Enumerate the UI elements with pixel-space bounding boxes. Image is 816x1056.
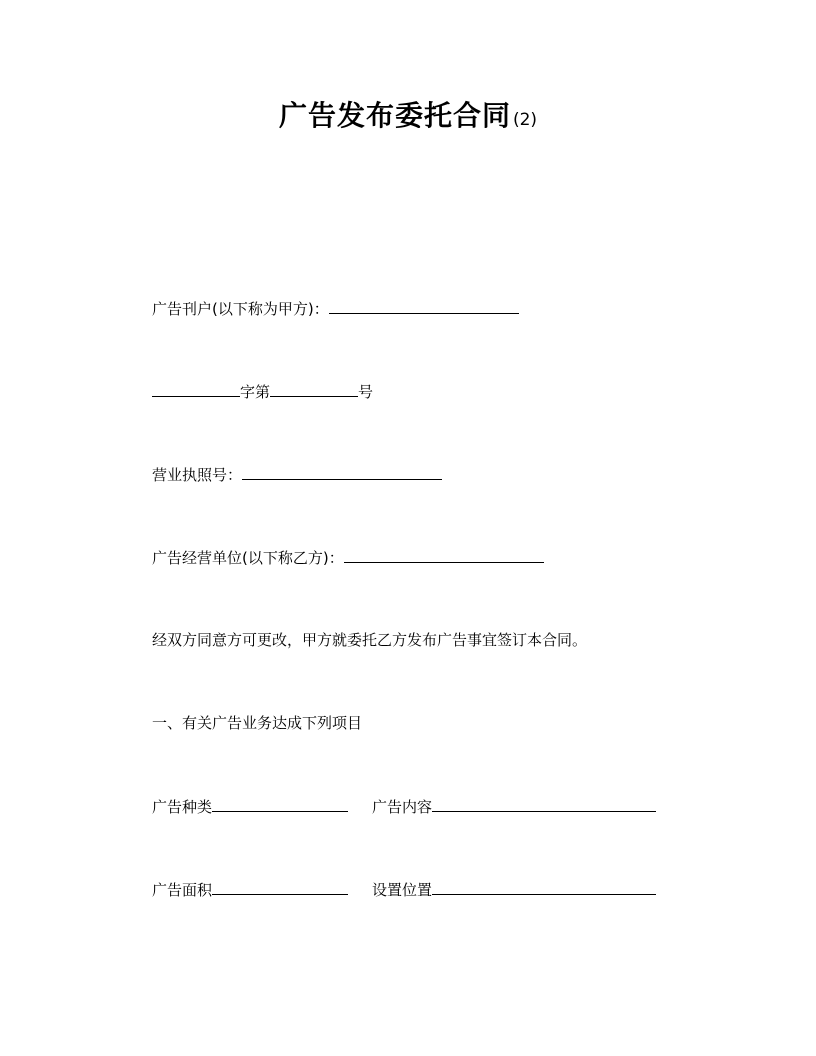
ad-content-label: 广告内容 [372, 798, 433, 816]
ad-content-blank [432, 794, 656, 812]
operator-line [152, 545, 544, 570]
placement-blank [432, 877, 656, 895]
operator-blank [344, 545, 544, 563]
reference-number-blank [270, 379, 358, 397]
number-label: 号 [358, 383, 374, 401]
document-title [0, 96, 816, 140]
ad-area-blank [212, 877, 348, 895]
license-blank [242, 462, 442, 480]
ad-area-placement-line [152, 877, 656, 902]
section-one-heading-text: 一、有关广告业务达成下列项目 [152, 714, 363, 732]
advertiser-line [152, 296, 519, 321]
advertiser-label: 广告刊户(以下称为甲方)： [152, 300, 329, 318]
agreement-text: 经双方同意方可更改，甲方就委托乙方发布广告事宜签订本合同。 [152, 631, 588, 649]
license-line [152, 462, 442, 487]
license-label: 营业执照号： [152, 466, 243, 484]
operator-label: 广告经营单位(以下称乙方)： [152, 549, 344, 567]
reference-number-line [152, 379, 373, 404]
title-main: 广告发布委托合同 [278, 99, 511, 132]
agreement-paragraph [152, 628, 587, 652]
ad-type-content-line [152, 794, 656, 819]
reference-prefix-blank [152, 379, 240, 397]
placement-label: 设置位置 [372, 881, 433, 899]
ad-type-blank [212, 794, 348, 812]
title-suffix: (2) [512, 110, 538, 130]
section-one-heading [152, 711, 362, 735]
ad-type-label: 广告种类 [152, 798, 213, 816]
word-label: 字第 [240, 383, 271, 401]
ad-area-label: 广告面积 [152, 881, 213, 899]
advertiser-blank [329, 296, 519, 314]
